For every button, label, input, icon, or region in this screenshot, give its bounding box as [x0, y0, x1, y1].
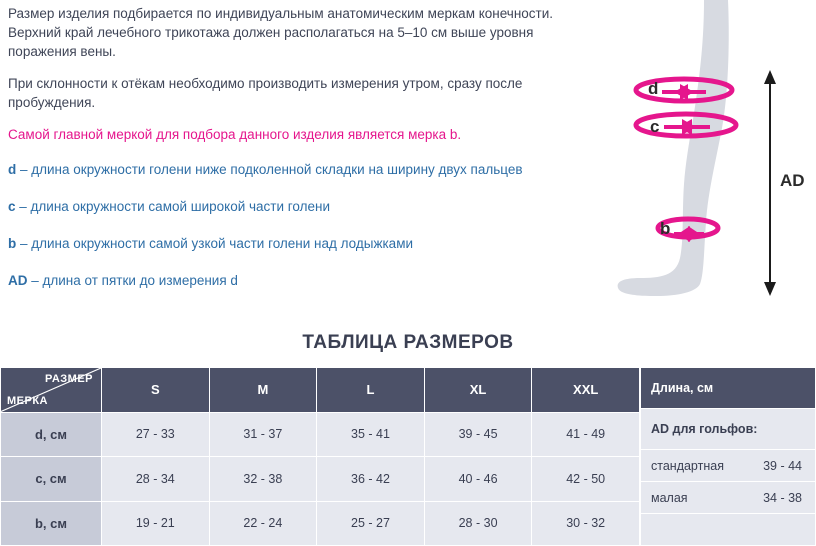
definitions-list — [8, 160, 598, 290]
column-header-l: L — [317, 368, 425, 413]
definition-key: AD — [8, 273, 28, 288]
tables-container — [0, 367, 816, 546]
cell-d-xxl: 41 - 49 — [532, 412, 640, 457]
table-row — [1, 501, 640, 546]
cell-d-s: 27 - 33 — [102, 412, 210, 457]
row-label-d: d, см — [1, 412, 102, 457]
definition-key: d — [8, 162, 17, 177]
length-item-name: малая — [651, 490, 688, 505]
length-item-row — [641, 482, 816, 514]
cell-b-m: 22 - 24 — [209, 501, 317, 546]
length-table — [640, 367, 816, 546]
cell-c-s: 28 - 34 — [102, 457, 210, 502]
intro-paragraph-1: Размер изделия подбирается по индивидуальным анатомическим меркам конечности. Верхний край лечебного трикотажа должен располагаться на 5–10 см выше уровня поражения вены. — [8, 6, 554, 59]
leg-silhouette — [618, 0, 729, 296]
cell-d-l: 35 - 41 — [317, 412, 425, 457]
corner-size-label: РАЗМЕР — [44, 373, 93, 385]
label-b: b — [660, 219, 671, 238]
definition-dash: – — [16, 236, 32, 251]
cell-d-m: 31 - 37 — [209, 412, 317, 457]
corner-measure-label: МЕРКА — [7, 394, 48, 407]
length-header-row — [641, 368, 816, 409]
page-title: ТАБЛИЦА РАЗМЕРОВ — [302, 332, 514, 353]
leg-diagram — [600, 0, 816, 320]
definition-text: длина окружности самой узкой части голени над лодыжками — [31, 236, 414, 251]
column-header-xl: XL — [424, 368, 532, 413]
length-filler-row — [641, 514, 816, 546]
cell-b-s: 19 - 21 — [102, 501, 210, 546]
intro-paragraph-2: При склонности к отёкам необходимо производить измерения утром, сразу после пробуждения. — [8, 76, 523, 110]
length-item-name: стандартная — [651, 458, 724, 473]
definition-text: длина окружности голени ниже подколенной складки на ширину двух пальцев — [31, 162, 523, 177]
definition-dash: – — [27, 273, 43, 288]
length-subheader: AD для гольфов: — [641, 409, 816, 450]
definition-b — [8, 234, 598, 253]
ad-arrow — [764, 70, 776, 296]
table-header-row — [1, 368, 640, 413]
definition-ad — [8, 271, 598, 290]
length-item-row — [641, 450, 816, 482]
length-header: Длина, см — [641, 368, 816, 409]
definition-text: длина от пятки до измерения d — [42, 273, 238, 288]
table-row — [1, 412, 640, 457]
column-header-s: S — [102, 368, 210, 413]
length-item-value: 39 - 44 — [763, 458, 802, 473]
definition-c — [8, 197, 598, 216]
cell-c-m: 32 - 38 — [209, 457, 317, 502]
cell-b-xxl: 30 - 32 — [532, 501, 640, 546]
definition-text: длина окружности самой широкой части голени — [30, 199, 331, 214]
cell-c-l: 36 - 42 — [317, 457, 425, 502]
text-column — [8, 4, 598, 308]
column-header-xxl: XXL — [532, 368, 640, 413]
cell-c-xxl: 42 - 50 — [532, 457, 640, 502]
label-d: d — [648, 79, 659, 98]
definition-dash: – — [15, 199, 31, 214]
definition-dash: – — [16, 162, 32, 177]
definition-d — [8, 160, 598, 179]
length-item-small — [641, 482, 816, 514]
size-table — [0, 367, 640, 546]
cell-d-xl: 39 - 45 — [424, 412, 532, 457]
table-row — [1, 457, 640, 502]
table-corner-cell — [1, 368, 102, 413]
cell-c-xl: 40 - 46 — [424, 457, 532, 502]
length-item-standard — [641, 450, 816, 482]
definition-key: c — [8, 199, 16, 214]
label-ad: AD — [780, 171, 805, 190]
length-item-value: 34 - 38 — [763, 490, 802, 505]
cell-b-xl: 28 - 30 — [424, 501, 532, 546]
row-label-b: b, см — [1, 501, 102, 546]
row-label-c: c, см — [1, 457, 102, 502]
cell-b-l: 25 - 27 — [317, 501, 425, 546]
length-filler — [641, 514, 816, 546]
definition-key: b — [8, 236, 17, 251]
label-c: c — [650, 117, 660, 136]
length-sub-row — [641, 409, 816, 450]
column-header-m: M — [209, 368, 317, 413]
intro-highlight: Самой главной меркой для подбора данного изделия является мерка b. — [8, 127, 462, 142]
